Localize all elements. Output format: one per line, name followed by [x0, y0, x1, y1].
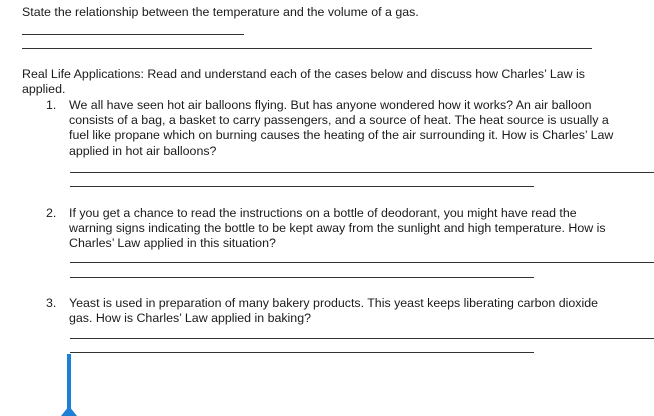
- item-1-line: consists of a bag, a basket to carry passengers, and a source of heat. The heat source is usually a: [69, 113, 609, 127]
- item-number: 3.: [46, 296, 57, 310]
- item-3-line: Yeast is used in preparation of many bakery products. This yeast keeps liberating carbon dioxide: [69, 296, 598, 310]
- question-text: State the relationship between the temperature and the volume of a gas.: [22, 5, 419, 19]
- cursor-handle-icon[interactable]: [61, 406, 77, 416]
- applications-intro-cont: applied.: [22, 82, 66, 96]
- item-2-line: Charles’ Law applied in this situation?: [69, 236, 276, 250]
- text-cursor[interactable]: [67, 354, 71, 412]
- item-1-line: We all have seen hot air balloons flying. But has anyone wondered how it works? An air balloon: [69, 98, 592, 112]
- answer-line: [70, 277, 534, 278]
- applications-intro: Real Life Applications: Read and understand each of the cases below and discuss how Charles’ Law is: [22, 67, 585, 81]
- item-1-line: applied in hot air balloons?: [69, 144, 217, 158]
- answer-line: [70, 186, 534, 187]
- item-3-line: gas. How is Charles’ Law applied in baking?: [69, 311, 311, 325]
- item-number: 1.: [46, 98, 57, 112]
- item-2-line: warning signs indicating the bottle to be kept away from the sunlight and high temperature. How is: [69, 221, 606, 235]
- answer-line: [22, 34, 244, 35]
- answer-line: [22, 48, 592, 49]
- item-2-line: If you get a chance to read the instructions on a bottle of deodorant, you might have read the: [69, 206, 577, 220]
- answer-line: [70, 172, 654, 173]
- item-1-line: fuel like propane which on burning causes the heating of the air surrounding it. How is Charles’ Law: [69, 128, 614, 142]
- answer-line: [70, 338, 654, 339]
- answer-line: [70, 262, 654, 263]
- answer-line: [70, 352, 534, 353]
- item-number: 2.: [46, 206, 57, 220]
